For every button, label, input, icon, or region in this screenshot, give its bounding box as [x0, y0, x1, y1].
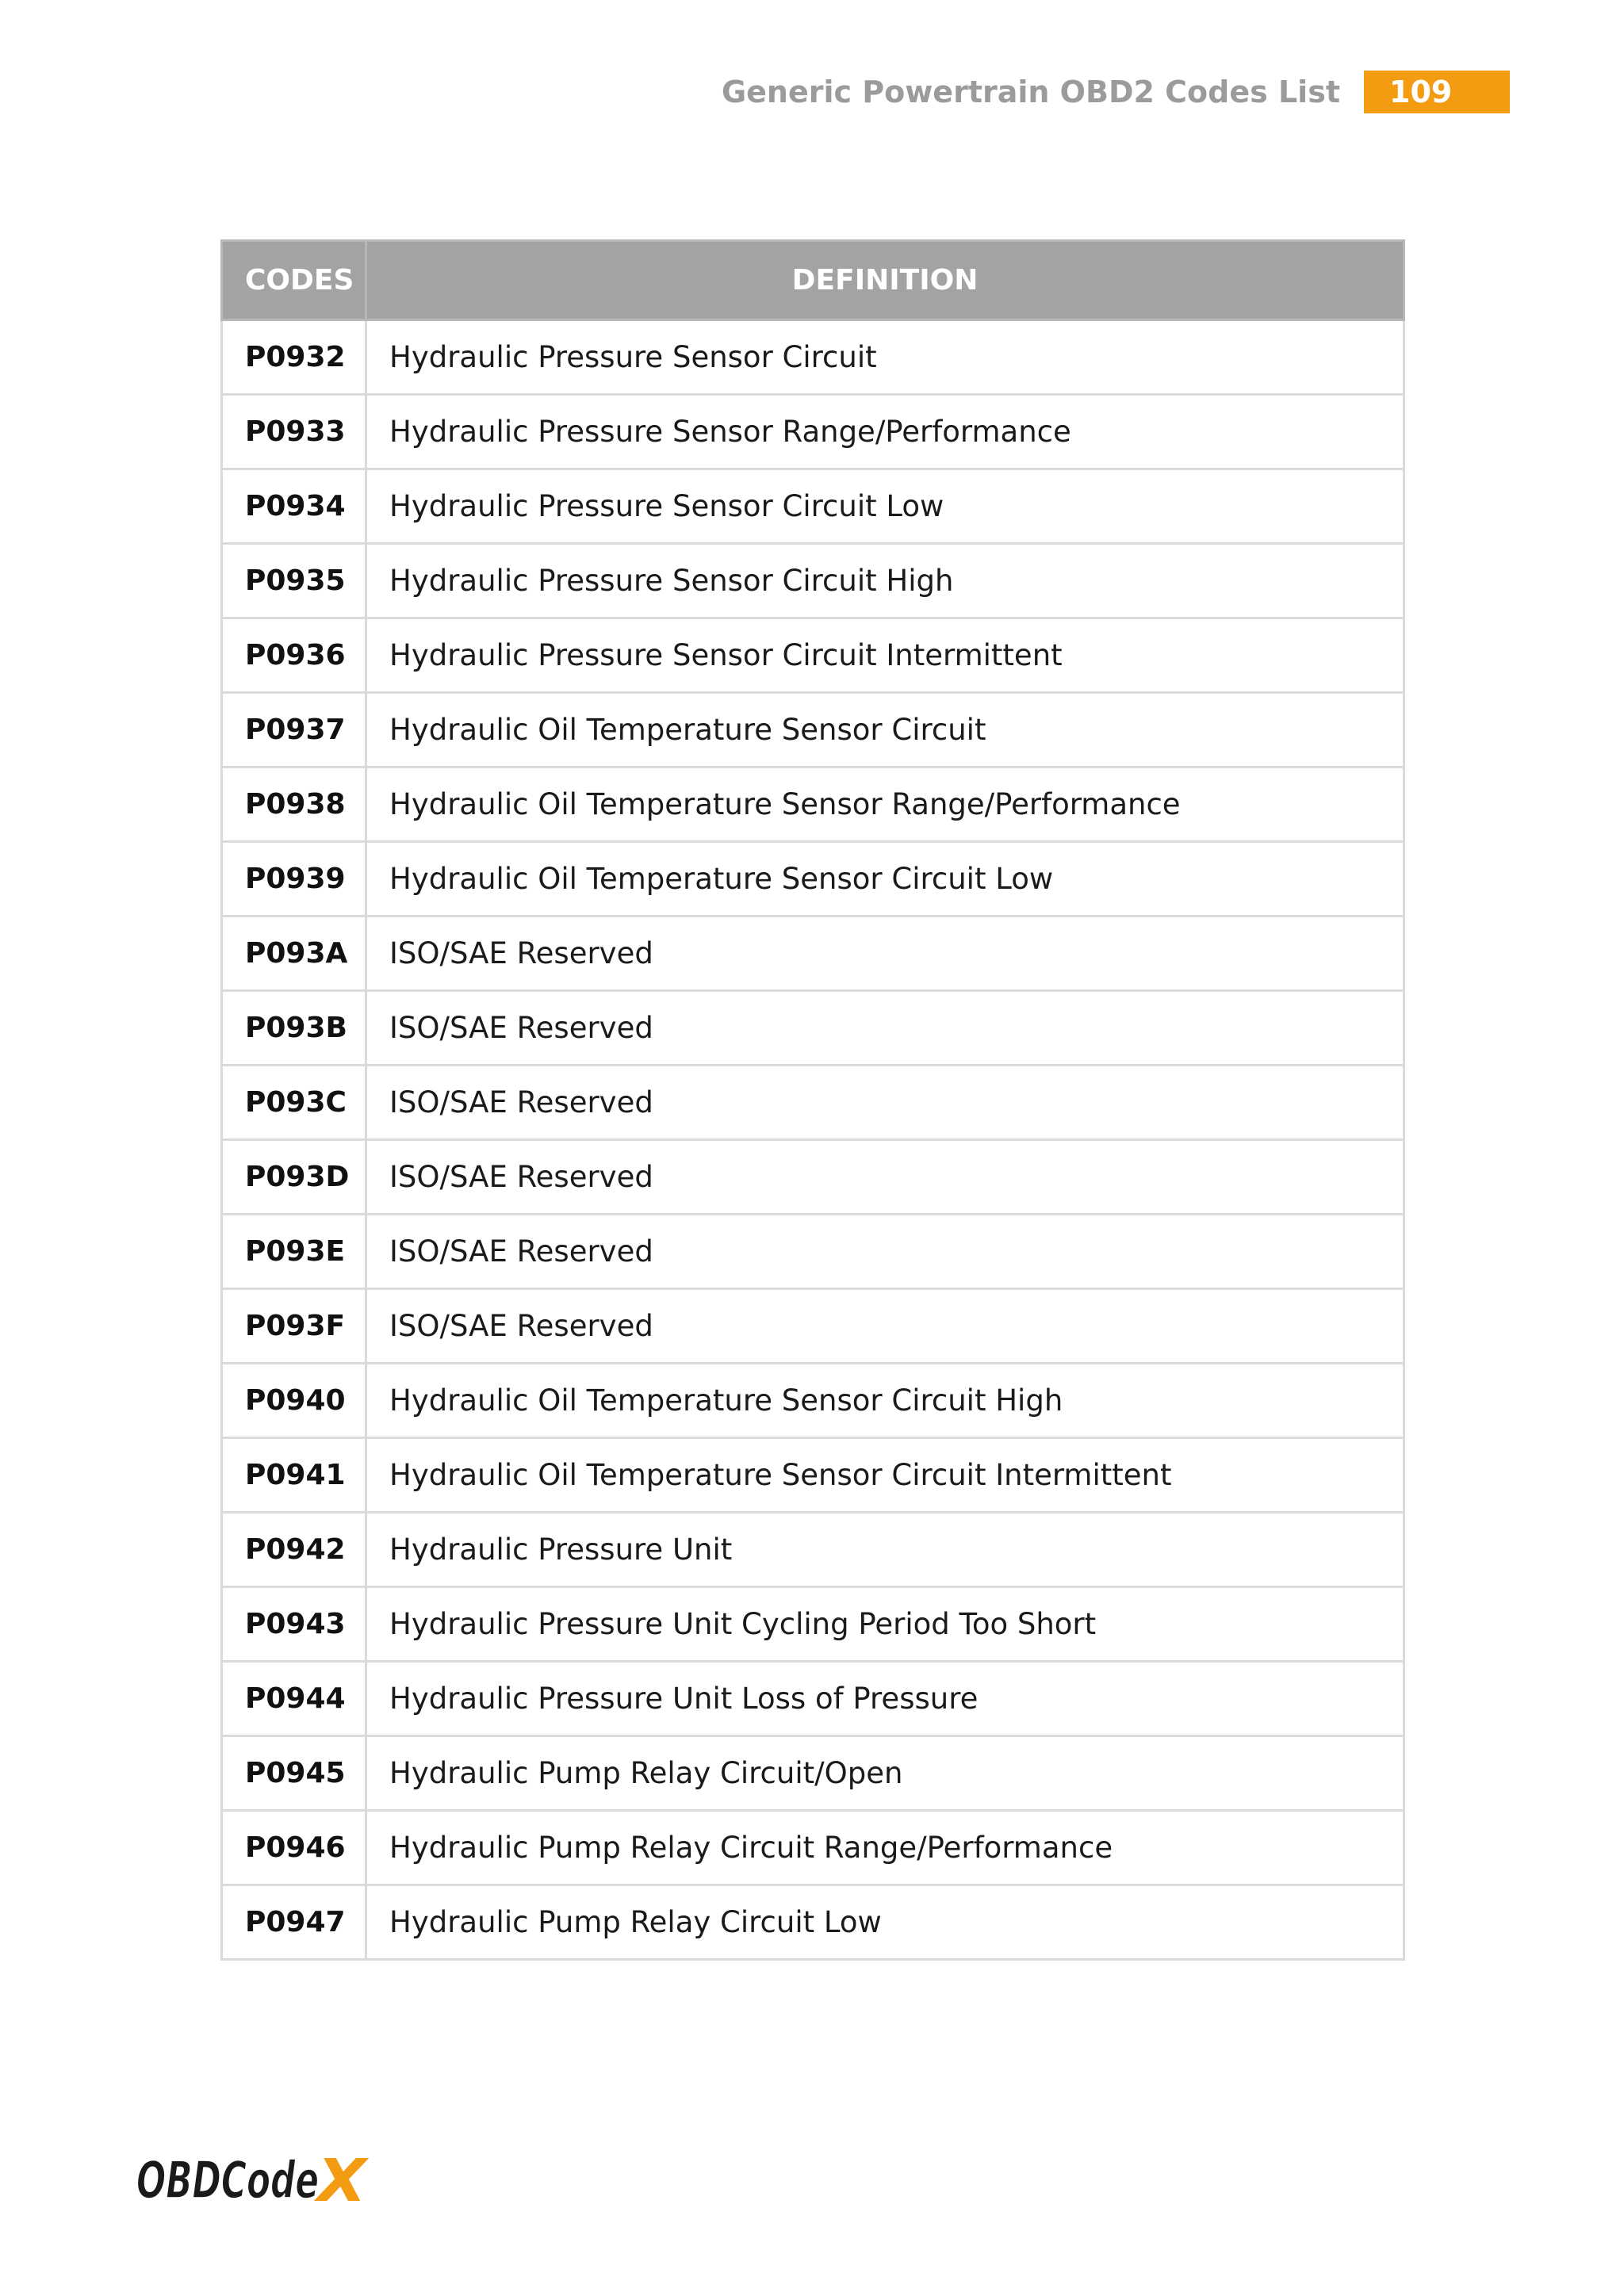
- code-cell: P0934: [222, 469, 366, 544]
- table-row: [222, 320, 1404, 395]
- definition-cell: Hydraulic Pressure Unit Cycling Period Too Short: [366, 1587, 1404, 1662]
- table-row: [222, 1438, 1404, 1513]
- table-row: [222, 693, 1404, 767]
- table-row: [222, 1811, 1404, 1885]
- svg-text:X: X: [313, 2147, 370, 2212]
- code-cell: P0935: [222, 544, 366, 618]
- code-cell: P093A: [222, 916, 366, 991]
- document-title: Generic Powertrain OBD2 Codes List: [721, 75, 1340, 109]
- definition-cell: Hydraulic Oil Temperature Sensor Range/Performance: [366, 767, 1404, 842]
- page-header: [722, 70, 1510, 114]
- code-cell: P0943: [222, 1587, 366, 1662]
- obdcodex-logo-icon: [136, 2145, 374, 2212]
- table-row: [222, 767, 1404, 842]
- table-row: [222, 1140, 1404, 1215]
- definition-cell: Hydraulic Oil Temperature Sensor Circuit Low: [366, 842, 1404, 916]
- table-row: [222, 1215, 1404, 1289]
- svg-text:OBDCode: OBDCode: [136, 2152, 319, 2210]
- code-cell: P0942: [222, 1513, 366, 1587]
- table-body: [222, 320, 1404, 1960]
- code-cell: P0940: [222, 1364, 366, 1438]
- code-cell: P0947: [222, 1885, 366, 1960]
- definition-cell: Hydraulic Pressure Sensor Circuit Intermittent: [366, 618, 1404, 693]
- definition-cell: Hydraulic Oil Temperature Sensor Circuit High: [366, 1364, 1404, 1438]
- table-row: [222, 1364, 1404, 1438]
- code-cell: P0937: [222, 693, 366, 767]
- definition-cell: Hydraulic Pressure Unit Loss of Pressure: [366, 1662, 1404, 1736]
- code-cell: P0932: [222, 320, 366, 395]
- code-cell: P093E: [222, 1215, 366, 1289]
- table-row: [222, 916, 1404, 991]
- codes-table: [220, 239, 1405, 1961]
- column-header-definition: DEFINITION: [366, 241, 1404, 320]
- definition-cell: Hydraulic Pump Relay Circuit Low: [366, 1885, 1404, 1960]
- column-header-codes: CODES: [222, 241, 366, 320]
- code-cell: P0941: [222, 1438, 366, 1513]
- page-number-badge: 109: [1364, 71, 1510, 113]
- definition-cell: Hydraulic Pressure Sensor Circuit High: [366, 544, 1404, 618]
- definition-cell: ISO/SAE Reserved: [366, 1140, 1404, 1215]
- definition-cell: ISO/SAE Reserved: [366, 1066, 1404, 1140]
- table-row: [222, 618, 1404, 693]
- code-cell: P0933: [222, 395, 366, 469]
- definition-cell: ISO/SAE Reserved: [366, 916, 1404, 991]
- table-row: [222, 395, 1404, 469]
- definition-cell: Hydraulic Pressure Sensor Circuit Low: [366, 469, 1404, 544]
- code-cell: P093B: [222, 991, 366, 1066]
- table-row: [222, 1587, 1404, 1662]
- code-cell: P093F: [222, 1289, 366, 1364]
- table-row: [222, 1066, 1404, 1140]
- definition-cell: Hydraulic Oil Temperature Sensor Circuit: [366, 693, 1404, 767]
- definition-cell: Hydraulic Pressure Sensor Circuit: [366, 320, 1404, 395]
- table-row: [222, 1736, 1404, 1811]
- code-cell: P0945: [222, 1736, 366, 1811]
- definition-cell: Hydraulic Pump Relay Circuit/Open: [366, 1736, 1404, 1811]
- table-row: [222, 1513, 1404, 1587]
- code-cell: P0944: [222, 1662, 366, 1736]
- table-header-row: [222, 241, 1404, 320]
- definition-cell: Hydraulic Pressure Unit: [366, 1513, 1404, 1587]
- table-row: [222, 544, 1404, 618]
- definition-cell: Hydraulic Pressure Sensor Range/Performance: [366, 395, 1404, 469]
- code-cell: P0936: [222, 618, 366, 693]
- table-row: [222, 842, 1404, 916]
- table-row: [222, 469, 1404, 544]
- definition-cell: Hydraulic Pump Relay Circuit Range/Performance: [366, 1811, 1404, 1885]
- code-cell: P093C: [222, 1066, 366, 1140]
- table-row: [222, 1289, 1404, 1364]
- table-row: [222, 1885, 1404, 1960]
- definition-cell: ISO/SAE Reserved: [366, 991, 1404, 1066]
- code-cell: P093D: [222, 1140, 366, 1215]
- table-row: [222, 1662, 1404, 1736]
- table-header: [222, 241, 1404, 320]
- code-cell: P0946: [222, 1811, 366, 1885]
- definition-cell: ISO/SAE Reserved: [366, 1289, 1404, 1364]
- code-cell: P0939: [222, 842, 366, 916]
- code-cell: P0938: [222, 767, 366, 842]
- definition-cell: Hydraulic Oil Temperature Sensor Circuit Intermittent: [366, 1438, 1404, 1513]
- table-row: [222, 991, 1404, 1066]
- definition-cell: ISO/SAE Reserved: [366, 1215, 1404, 1289]
